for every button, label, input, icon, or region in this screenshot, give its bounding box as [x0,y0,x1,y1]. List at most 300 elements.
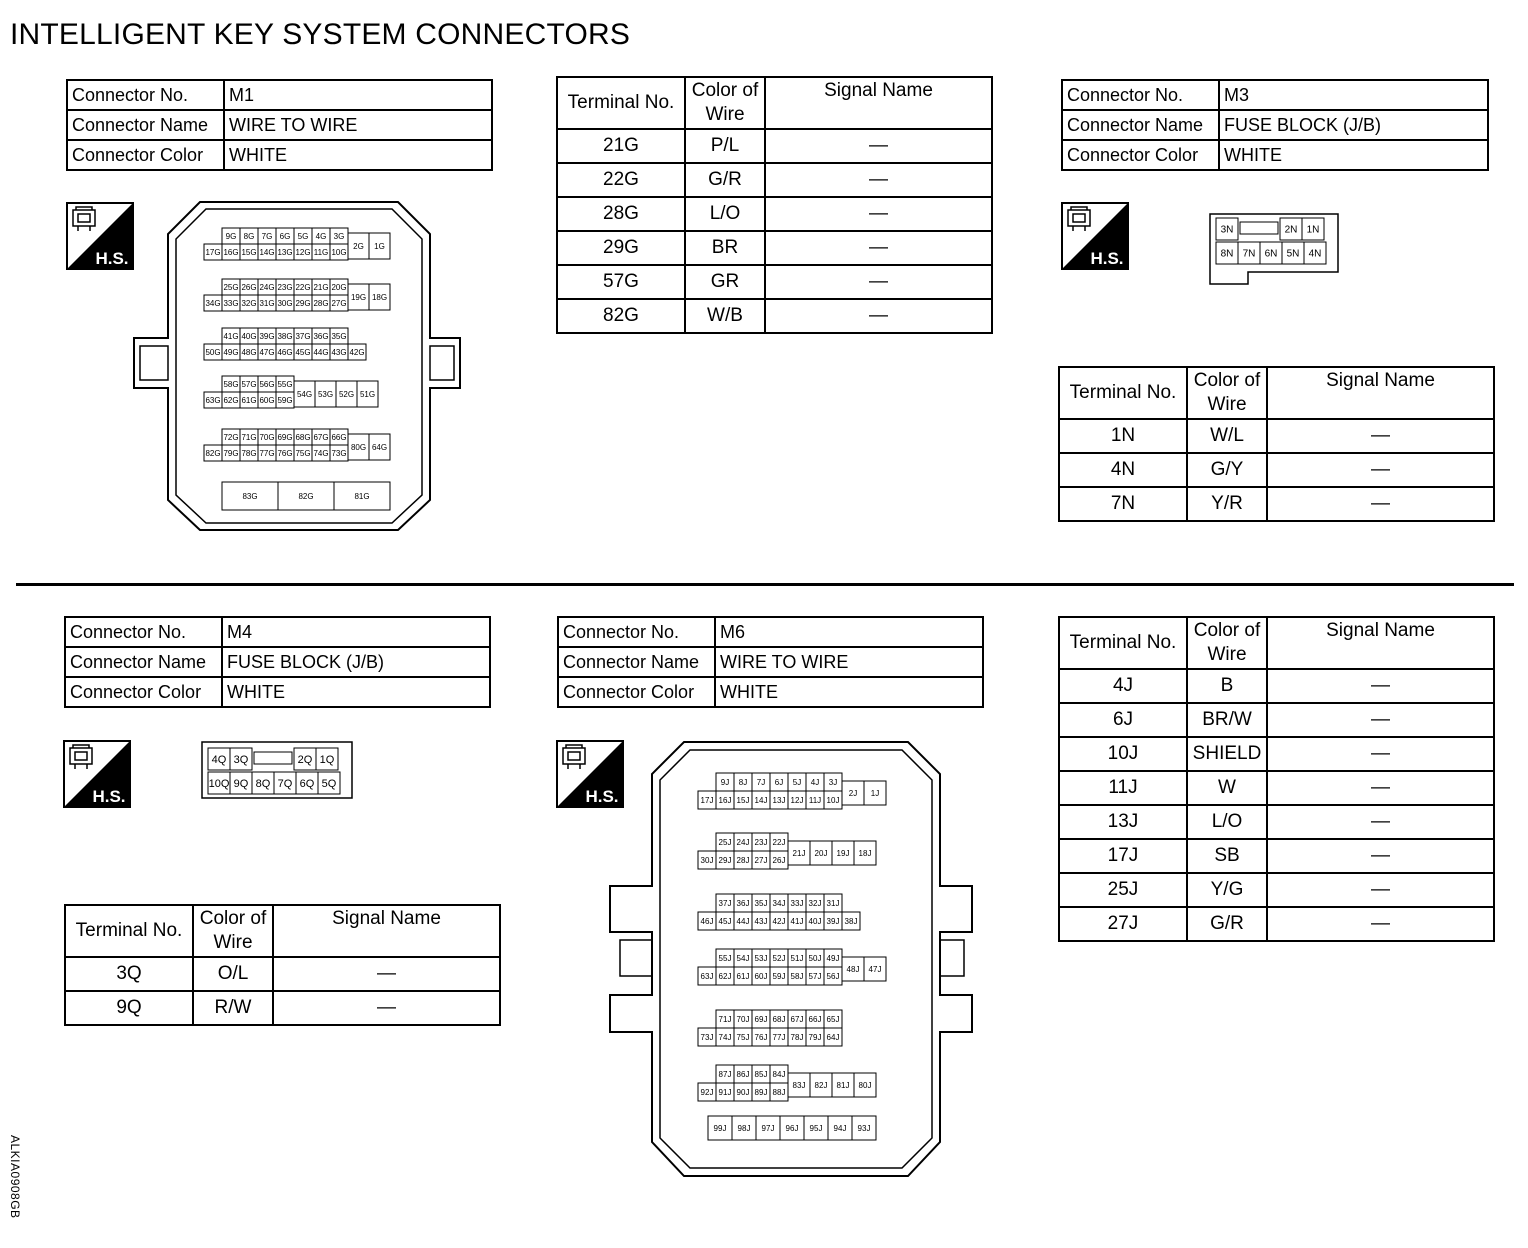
cavity-label: 9Q [233,777,249,790]
m1-terminal-rows [557,129,992,333]
cavity-label: 70J [736,1014,750,1024]
cavity-label: 64J [826,1032,840,1042]
terminal-no-cell: 21G [557,129,685,163]
cavity-label: 60J [754,971,768,981]
table-row [1059,669,1494,703]
cavity-label: 41J [790,916,804,926]
cavity-label: 69G [277,432,293,442]
cavity-label: 8Q [255,777,271,790]
m6-terminal-rows [1059,669,1494,941]
cavity-label: 85J [754,1069,768,1079]
signal-name-cell: — [273,991,500,1025]
cavity-label: 89J [754,1087,768,1097]
cavity-label: 46J [700,916,714,926]
m3-connector-name-label: Connector Name [1062,110,1219,140]
cavity-label: 88J [772,1087,786,1097]
cavity-label: 40G [241,331,257,341]
terminal-no-cell: 9Q [65,991,193,1025]
cavity-label: 41G [223,331,239,341]
m3-terminal-rows [1059,419,1494,521]
m1-connector-color: WHITE [224,140,492,170]
cavity-label: 18G [371,292,388,302]
m6-connector-name: WIRE TO WIRE [715,647,983,677]
m6-info-table [557,616,984,708]
cavity-label: 50J [808,953,822,963]
cavity-label: 32J [808,898,822,908]
cavity-label: 47J [868,964,882,974]
m1-connector-color-label: Connector Color [67,140,224,170]
cavity-label: 53J [754,953,768,963]
cavity-label: 3J [828,777,838,787]
signal-name-cell: — [765,299,992,333]
cavity-label: 56J [826,971,840,981]
m6-connector-color-label: Connector Color [558,677,715,707]
lock-slot [1240,222,1278,234]
cavity-label: 49J [826,953,840,963]
cavity-label: 59J [772,971,786,981]
m3-connector-color-label: Connector Color [1062,140,1219,170]
signal-name-cell: — [1267,907,1494,941]
cavity-label: 6G [279,231,291,241]
wire-color-cell: G/R [685,163,765,197]
cavity-label: 49G [223,347,239,357]
cavity-label: 75G [295,448,311,458]
cavity-label: 4G [315,231,327,241]
m6-connector-no: M6 [715,617,983,647]
cavity-label: 67G [313,432,329,442]
m4-cavity-grid [208,748,340,794]
cavity-label: 92J [700,1087,714,1097]
m6-connector-name-label: Connector Name [558,647,715,677]
cavity-label: 46G [277,347,293,357]
terminal-no-cell: 82G [557,299,685,333]
cavity-label: 13G [277,247,293,257]
terminal-no-header: Terminal No. [557,77,685,129]
terminal-no-cell: 4N [1059,453,1187,487]
table-row [1059,907,1494,941]
cavity-label: 48G [241,347,257,357]
terminal-no-cell: 13J [1059,805,1187,839]
cavity-label: 59G [277,395,293,405]
m6-terminal-table [1058,616,1495,942]
terminal-no-cell: 1N [1059,419,1187,453]
table-row [1059,771,1494,805]
terminal-no-cell: 7N [1059,487,1187,521]
cavity-label: 54J [736,953,750,963]
cavity-label: 73J [700,1032,714,1042]
cavity-label: 83G [242,491,258,501]
cavity-label: 9J [720,777,730,787]
cavity-label: 7Q [277,777,293,790]
cavity-label: 25J [718,837,732,847]
cavity-label: 40J [808,916,822,926]
cavity-label: 98J [737,1123,751,1133]
cavity-label: 55G [277,379,293,389]
cavity-label: 38J [844,916,858,926]
m6-connector-no-label: Connector No. [558,617,715,647]
lock-slot [254,752,292,764]
cavity-label: 3N [1220,224,1234,236]
cavity-label: 42J [772,916,786,926]
cavity-label: 80G [350,442,367,452]
cavity-label: 78J [790,1032,804,1042]
terminal-no-cell: 4J [1059,669,1187,703]
cavity-label: 42G [349,347,365,357]
cavity-label: 83J [792,1080,806,1090]
cavity-label: 63G [205,395,221,405]
m4-hs-icon [63,740,131,808]
cavity-label: 91J [718,1087,732,1097]
m1-connector-no: M1 [224,80,492,110]
signal-name-cell: — [765,265,992,299]
m1-terminal-table [556,76,993,334]
cavity-label: 3Q [233,753,249,766]
cavity-label: 79G [223,448,239,458]
signal-name-cell: — [1267,669,1494,703]
cavity-label: 21G [313,282,329,292]
cavity-label: 47G [259,347,275,357]
cavity-label: 11G [313,247,329,257]
cavity-label: 77J [772,1032,786,1042]
cavity-label: 31J [826,898,840,908]
m3-cavity-grid [1216,218,1326,264]
hs-label: H.S. [1090,249,1124,268]
wire-color-cell: BR/W [1187,703,1267,737]
cavity-label: 7N [1242,248,1256,260]
m6-connector-color: WHITE [715,677,983,707]
cavity-label: 45J [718,916,732,926]
table-row [1059,703,1494,737]
m4-terminal-table [64,904,501,1026]
signal-name-cell: — [1267,771,1494,805]
cavity-label: 29G [295,298,311,308]
signal-name-header: Signal Name [273,905,500,957]
signal-name-cell: — [1267,419,1494,453]
signal-name-cell: — [1267,487,1494,521]
cavity-label: 76G [277,448,293,458]
terminal-no-cell: 17J [1059,839,1187,873]
cavity-label: 17G [205,247,221,257]
cavity-label: 75J [736,1032,750,1042]
cavity-label: 14J [754,795,768,805]
cavity-label: 24J [736,837,750,847]
cavity-label: 30G [277,298,293,308]
cavity-label: 35J [754,898,768,908]
cavity-label: 54G [296,389,313,399]
cavity-label: 8N [1220,248,1234,260]
cavity-label: 4N [1308,248,1322,260]
cavity-label: 28J [736,855,750,865]
hs-label: H.S. [92,787,126,806]
m3-connector-no-label: Connector No. [1062,80,1219,110]
signal-name-cell: — [1267,839,1494,873]
wire-color-cell: R/W [193,991,273,1025]
cavity-label: 37J [718,898,732,908]
signal-name-header: Signal Name [1267,367,1494,419]
cavity-label: 52G [338,389,355,399]
cavity-label: 63J [700,971,714,981]
table-row [1059,873,1494,907]
cavity-label: 43J [754,916,768,926]
cavity-label: 84J [772,1069,786,1079]
cavity-label: 12J [790,795,804,805]
m3-hs-icon [1061,202,1129,270]
m4-info-table [64,616,491,708]
table-row [557,197,992,231]
m4-connector-color-label: Connector Color [65,677,222,707]
m4-connector-name-label: Connector Name [65,647,222,677]
terminal-no-cell: 28G [557,197,685,231]
cavity-label: 76J [754,1032,768,1042]
cavity-label: 20G [331,282,347,292]
signal-name-cell: — [1267,805,1494,839]
color-of-wire-header: Color of Wire [1187,367,1267,419]
cavity-label: 33J [790,898,804,908]
signal-name-cell: — [765,129,992,163]
cavity-label: 55J [718,953,732,963]
cavity-label: 8J [738,777,748,787]
cavity-label: 22G [295,282,311,292]
cavity-label: 7G [261,231,273,241]
cavity-label: 73G [331,448,347,458]
cavity-label: 44G [313,347,329,357]
cavity-label: 15J [736,795,750,805]
cavity-label: 19J [836,848,850,858]
cavity-label: 10G [331,247,347,257]
cavity-label: 6Q [299,777,315,790]
cavity-label: 45G [295,347,311,357]
wire-color-cell: G/Y [1187,453,1267,487]
cavity-label: 97J [761,1123,775,1133]
cavity-label: 79J [808,1032,822,1042]
terminal-no-cell: 29G [557,231,685,265]
terminal-no-cell: 27J [1059,907,1187,941]
cavity-label: 48J [846,964,860,974]
cavity-label: 52J [772,953,786,963]
section-divider [16,583,1514,586]
cavity-label: 31G [259,298,275,308]
signal-name-header: Signal Name [1267,617,1494,669]
cavity-label: 61G [241,395,257,405]
cavity-label: 6N [1264,248,1278,260]
cavity-label: 10J [826,795,840,805]
hs-label: H.S. [585,787,619,806]
cavity-label: 71J [718,1014,732,1024]
table-row [1059,487,1494,521]
table-row [65,991,500,1025]
table-row [557,299,992,333]
cavity-label: 72G [223,432,239,442]
m3-terminal-table [1058,366,1495,522]
m4-connector-no-label: Connector No. [65,617,222,647]
cavity-label: 13J [772,795,786,805]
table-row [1059,805,1494,839]
table-row [557,163,992,197]
cavity-label: 30J [700,855,714,865]
page-title: INTELLIGENT KEY SYSTEM CONNECTORS [10,18,631,51]
terminal-no-cell: 25J [1059,873,1187,907]
cavity-label: 4J [810,777,820,787]
m3-connector-face [1208,212,1343,287]
m4-terminal-rows [65,957,500,1025]
wire-color-cell: Y/G [1187,873,1267,907]
terminal-no-cell: 10J [1059,737,1187,771]
m3-connector-name: FUSE BLOCK (J/B) [1219,110,1488,140]
cavity-label: 1J [870,788,880,798]
cavity-label: 99J [713,1123,727,1133]
signal-name-cell: — [765,231,992,265]
cavity-label: 93J [857,1123,871,1133]
cavity-label: 77G [259,448,275,458]
wire-color-cell: Y/R [1187,487,1267,521]
figure-code: ALKIA0908GB [8,1135,22,1219]
wire-color-cell: BR [685,231,765,265]
wire-color-cell: W [1187,771,1267,805]
table-row [1059,419,1494,453]
cavity-label: 8G [243,231,255,241]
wire-color-cell: L/O [685,197,765,231]
cavity-label: 36G [313,331,329,341]
cavity-label: 65J [826,1014,840,1024]
m1-connector-no-label: Connector No. [67,80,224,110]
cavity-label: 69J [754,1014,768,1024]
terminal-no-cell: 6J [1059,703,1187,737]
color-of-wire-header: Color of Wire [1187,617,1267,669]
cavity-label: 81G [354,491,370,501]
color-of-wire-header: Color of Wire [685,77,765,129]
wire-color-cell: G/R [1187,907,1267,941]
terminal-no-cell: 22G [557,163,685,197]
table-row [557,129,992,163]
table-row [557,265,992,299]
cavity-label: 5Q [321,777,337,790]
cavity-label: 27J [754,855,768,865]
terminal-no-cell: 3Q [65,957,193,991]
cavity-label: 68J [772,1014,786,1024]
table-row [1059,453,1494,487]
cavity-label: 39J [826,916,840,926]
terminal-no-header: Terminal No. [1059,617,1187,669]
cavity-label: 82G [205,448,221,458]
m4-connector-no: M4 [222,617,490,647]
cavity-label: 33G [223,298,239,308]
cavity-label: 5N [1286,248,1300,260]
cavity-label: 44J [736,916,750,926]
m1-info-table [66,79,493,171]
signal-name-cell: — [1267,873,1494,907]
cavity-label: 82J [814,1080,828,1090]
m4-connector-color: WHITE [222,677,490,707]
cavity-label: 15G [241,247,257,257]
cavity-label: 2N [1284,224,1298,236]
color-of-wire-header: Color of Wire [193,905,273,957]
cavity-label: 7J [756,777,766,787]
terminal-no-cell: 11J [1059,771,1187,805]
cavity-label: 87J [718,1069,732,1079]
cavity-label: 81J [836,1080,850,1090]
wire-color-cell: L/O [1187,805,1267,839]
hs-label: H.S. [95,249,129,268]
cavity-label: 22J [772,837,786,847]
signal-name-cell: — [765,197,992,231]
cavity-label: 60G [259,395,275,405]
cavity-label: 80J [858,1080,872,1090]
cavity-label: 86J [736,1069,750,1079]
cavity-label: 57G [241,379,257,389]
m3-info-table [1061,79,1489,171]
cavity-label: 94J [833,1123,847,1133]
cavity-label: 16J [718,795,732,805]
signal-name-cell: — [273,957,500,991]
cavity-label: 28G [313,298,329,308]
cavity-label: 62J [718,971,732,981]
cavity-label: 2G [353,241,364,251]
cavity-label: 90J [736,1087,750,1097]
cavity-label: 35G [331,331,347,341]
wire-color-cell: O/L [193,957,273,991]
table-row [1059,737,1494,771]
wire-color-cell: B [1187,669,1267,703]
table-row [1059,839,1494,873]
cavity-label: 50G [205,347,221,357]
cavity-label: 18J [858,848,872,858]
wire-color-cell: W/B [685,299,765,333]
cavity-label: 57J [808,971,822,981]
signal-name-cell: — [1267,737,1494,771]
cavity-label: 62G [223,395,239,405]
cavity-label: 26J [772,855,786,865]
cavity-label: 68G [295,432,311,442]
cavity-label: 2J [848,788,858,798]
cavity-label: 25G [223,282,239,292]
m6-connector-face [606,740,978,1180]
wire-color-cell: SB [1187,839,1267,873]
cavity-label: 64G [371,442,388,452]
wire-color-cell: SHIELD [1187,737,1267,771]
cavity-label: 23J [754,837,768,847]
cavity-label: 1G [374,241,385,251]
wire-color-cell: P/L [685,129,765,163]
signal-name-cell: — [765,163,992,197]
signal-name-header: Signal Name [765,77,992,129]
m3-connector-no: M3 [1219,80,1488,110]
cavity-label: 16G [223,247,239,257]
signal-name-cell: — [1267,703,1494,737]
wire-color-cell: GR [685,265,765,299]
cavity-label: 56G [259,379,275,389]
cavity-label: 74J [718,1032,732,1042]
cavity-label: 5G [297,231,309,241]
cavity-label: 82G [298,491,314,501]
cavity-label: 27G [331,298,347,308]
cavity-label: 23G [277,282,293,292]
terminal-no-cell: 57G [557,265,685,299]
m1-connector-face [130,200,465,535]
cavity-label: 95J [809,1123,823,1133]
cavity-label: 10Q [208,777,230,790]
cavity-label: 58G [223,379,239,389]
m6-cavity-grid [698,773,886,1140]
wire-color-cell: W/L [1187,419,1267,453]
cavity-label: 67J [790,1014,804,1024]
cavity-label: 20J [814,848,828,858]
cavity-label: 37G [295,331,311,341]
m4-connector-face [200,740,355,802]
table-row [65,957,500,991]
cavity-label: 51G [359,389,376,399]
cavity-label: 51J [790,953,804,963]
cavity-label: 71G [241,432,257,442]
